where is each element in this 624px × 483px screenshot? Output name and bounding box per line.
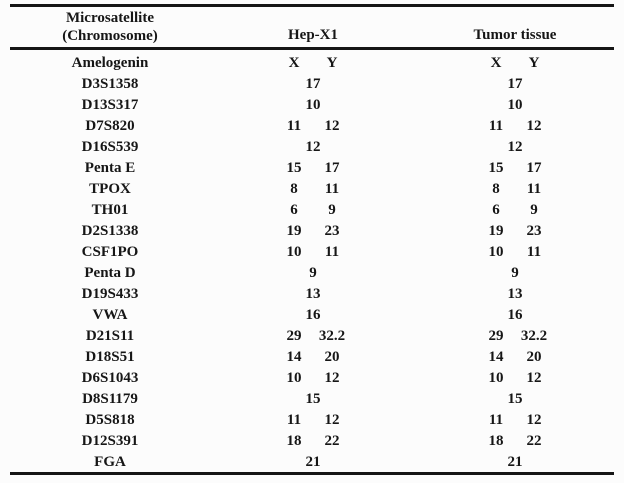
marker-label: D16S539 [81,138,139,155]
hep-alleles-cell [210,390,416,408]
hep-allele-pair [275,201,351,219]
tumor-alleles-cell [416,348,614,366]
hep-allele-pair [275,222,351,240]
hep-alleles-cell [210,411,416,429]
table-row [10,73,614,94]
hep-alleles-cell [210,75,416,93]
hep-alleles-cell [210,243,416,261]
header-tumor-tissue: Tumor tissue [473,27,557,43]
table-body [10,50,614,472]
tumor-allele-pair [477,348,553,366]
tumor-allele-pair [477,306,553,324]
table-header-row [10,7,614,47]
allele-value: 12 [526,117,542,134]
hep-allele-pair [275,348,351,366]
tumor-allele-pair [477,75,553,93]
allele-value: 18 [488,432,504,449]
allele-value: 11 [488,411,504,428]
hep-alleles-cell [210,369,416,387]
tumor-alleles-cell [416,159,614,177]
allele-value: 11 [526,243,542,260]
hep-allele-pair [275,243,351,261]
allele-value: 21 [507,453,523,470]
table-row [10,115,614,136]
tumor-allele-pair [477,117,553,135]
header-hep-x1: Hep-X1 [288,27,338,43]
tumor-alleles-cell [416,327,614,345]
tumor-allele-pair [477,369,553,387]
marker-label: D19S433 [81,285,139,302]
header-marker-line1: Microsatellite [65,10,154,26]
table-row [10,199,614,220]
marker-label: Penta E [84,159,136,176]
tumor-alleles-cell [416,453,614,471]
allele-value: 19 [488,222,504,239]
table-row [10,346,614,367]
table-row [10,409,614,430]
marker-label: TPOX [89,180,131,197]
str-genotype-table [10,4,614,475]
allele-value: 9 [328,201,336,218]
allele-value: 12 [526,411,542,428]
hep-allele-pair [275,138,351,156]
allele-value: 12 [526,369,542,386]
hep-allele-pair [275,453,351,471]
allele-value: 20 [324,348,340,365]
tumor-alleles-cell [416,432,614,450]
marker-label: D5S818 [85,411,135,428]
hep-alleles-cell [210,285,416,303]
allele-value: 32.2 [520,327,548,344]
table-row [10,52,614,73]
marker-label: D2S1338 [81,222,139,239]
tumor-allele-pair [477,327,553,345]
hep-alleles-cell [210,264,416,282]
allele-value: 17 [305,75,321,92]
tumor-alleles-cell [416,201,614,219]
allele-value: 11 [488,117,504,134]
allele-value: 14 [286,348,302,365]
hep-allele-pair [275,75,351,93]
table-row [10,367,614,388]
marker-label: D13S317 [81,96,139,113]
hep-allele-pair [275,306,351,324]
hep-alleles-cell [210,432,416,450]
table-row [10,388,614,409]
allele-value: 18 [286,432,302,449]
allele-value: X [288,54,300,71]
tumor-alleles-cell [416,138,614,156]
allele-value: 10 [286,243,302,260]
tumor-allele-pair [477,159,553,177]
hep-allele-pair [275,390,351,408]
tumor-alleles-cell [416,264,614,282]
table-row [10,157,614,178]
allele-value: 10 [507,96,523,113]
allele-value: 22 [324,432,340,449]
marker-label: Penta D [84,264,136,281]
allele-value: Y [528,54,540,71]
tumor-alleles-cell [416,180,614,198]
marker-label: FGA [94,453,126,470]
tumor-allele-pair [477,264,553,282]
header-marker-line2: (Chromosome) [62,28,158,44]
marker-label: D7S820 [85,117,135,134]
table-row [10,283,614,304]
table-row [10,262,614,283]
tumor-alleles-cell [416,306,614,324]
hep-alleles-cell [210,222,416,240]
tumor-allele-pair [477,180,553,198]
tumor-alleles-cell [416,96,614,114]
hep-alleles-cell [210,159,416,177]
hep-allele-pair [275,264,351,282]
allele-value: 22 [526,432,542,449]
marker-label: D18S51 [85,348,135,365]
allele-value: 12 [507,138,523,155]
tumor-allele-pair [477,243,553,261]
allele-value: 21 [305,453,321,470]
allele-value: 29 [286,327,302,344]
allele-value: 17 [507,75,523,92]
allele-value: 11 [324,180,340,197]
tumor-allele-pair [477,432,553,450]
hep-alleles-cell [210,96,416,114]
tumor-allele-pair [477,390,553,408]
tumor-allele-pair [477,453,553,471]
hep-allele-pair [275,432,351,450]
tumor-allele-pair [477,54,553,72]
tumor-alleles-cell [416,411,614,429]
table-row [10,241,614,262]
allele-value: 23 [526,222,542,239]
table-row [10,325,614,346]
allele-value: 32.2 [318,327,346,344]
marker-label: D21S11 [85,327,135,344]
allele-value: 17 [324,159,340,176]
allele-value: 10 [488,369,504,386]
allele-value: 10 [305,96,321,113]
hep-allele-pair [275,96,351,114]
tumor-alleles-cell [416,117,614,135]
allele-value: 12 [324,369,340,386]
allele-value: 19 [286,222,302,239]
allele-value: 10 [286,369,302,386]
marker-label: D6S1043 [81,369,139,386]
allele-value: 16 [507,306,523,323]
allele-value: 12 [324,411,340,428]
allele-value: 29 [488,327,504,344]
tumor-alleles-cell [416,75,614,93]
allele-value: 20 [526,348,542,365]
allele-value: 15 [286,159,302,176]
hep-allele-pair [275,411,351,429]
hep-allele-pair [275,54,351,72]
allele-value: 9 [309,264,317,281]
allele-value: 11 [286,411,302,428]
hep-alleles-cell [210,348,416,366]
allele-value: 23 [324,222,340,239]
tumor-allele-pair [477,222,553,240]
tumor-allele-pair [477,411,553,429]
allele-value: 12 [305,138,321,155]
marker-label: TH01 [91,201,129,218]
allele-value: 17 [526,159,542,176]
hep-alleles-cell [210,327,416,345]
hep-allele-pair [275,117,351,135]
tumor-allele-pair [477,201,553,219]
allele-value: Y [326,54,338,71]
hep-alleles-cell [210,453,416,471]
table-bottom-rule [10,472,614,475]
allele-value: 13 [305,285,321,302]
hep-alleles-cell [210,54,416,72]
allele-value: 15 [507,390,523,407]
allele-value: 16 [305,306,321,323]
allele-value: 15 [305,390,321,407]
allele-value: 14 [488,348,504,365]
allele-value: X [490,54,502,71]
table-row [10,304,614,325]
marker-label: D3S1358 [81,75,139,92]
marker-label: D8S1179 [82,390,138,407]
header-marker-column [10,9,210,45]
hep-alleles-cell [210,306,416,324]
allele-value: 11 [526,180,542,197]
tumor-alleles-cell [416,243,614,261]
marker-label: VWA [92,306,128,323]
allele-value: 10 [488,243,504,260]
hep-alleles-cell [210,180,416,198]
allele-value: 9 [511,264,519,281]
tumor-alleles-cell [416,369,614,387]
allele-value: 6 [492,201,500,218]
tumor-alleles-cell [416,390,614,408]
allele-value: 9 [530,201,538,218]
marker-label: CSF1PO [81,243,139,260]
tumor-alleles-cell [416,54,614,72]
hep-allele-pair [275,327,351,345]
hep-alleles-cell [210,138,416,156]
allele-value: 6 [290,201,298,218]
allele-value: 13 [507,285,523,302]
allele-value: 12 [324,117,340,134]
hep-allele-pair [275,180,351,198]
allele-value: 8 [290,180,298,197]
allele-value: 8 [492,180,500,197]
table-row [10,94,614,115]
tumor-allele-pair [477,138,553,156]
allele-value: 11 [324,243,340,260]
table-row [10,451,614,472]
allele-value: 15 [488,159,504,176]
marker-label: Amelogenin [71,54,149,71]
table-row [10,430,614,451]
tumor-allele-pair [477,285,553,303]
allele-value: 11 [286,117,302,134]
marker-label: D12S391 [81,432,139,449]
hep-allele-pair [275,369,351,387]
tumor-alleles-cell [416,285,614,303]
hep-allele-pair [275,159,351,177]
table-row [10,178,614,199]
tumor-alleles-cell [416,222,614,240]
hep-alleles-cell [210,201,416,219]
table-row [10,220,614,241]
hep-alleles-cell [210,117,416,135]
table-row [10,136,614,157]
hep-allele-pair [275,285,351,303]
tumor-allele-pair [477,96,553,114]
